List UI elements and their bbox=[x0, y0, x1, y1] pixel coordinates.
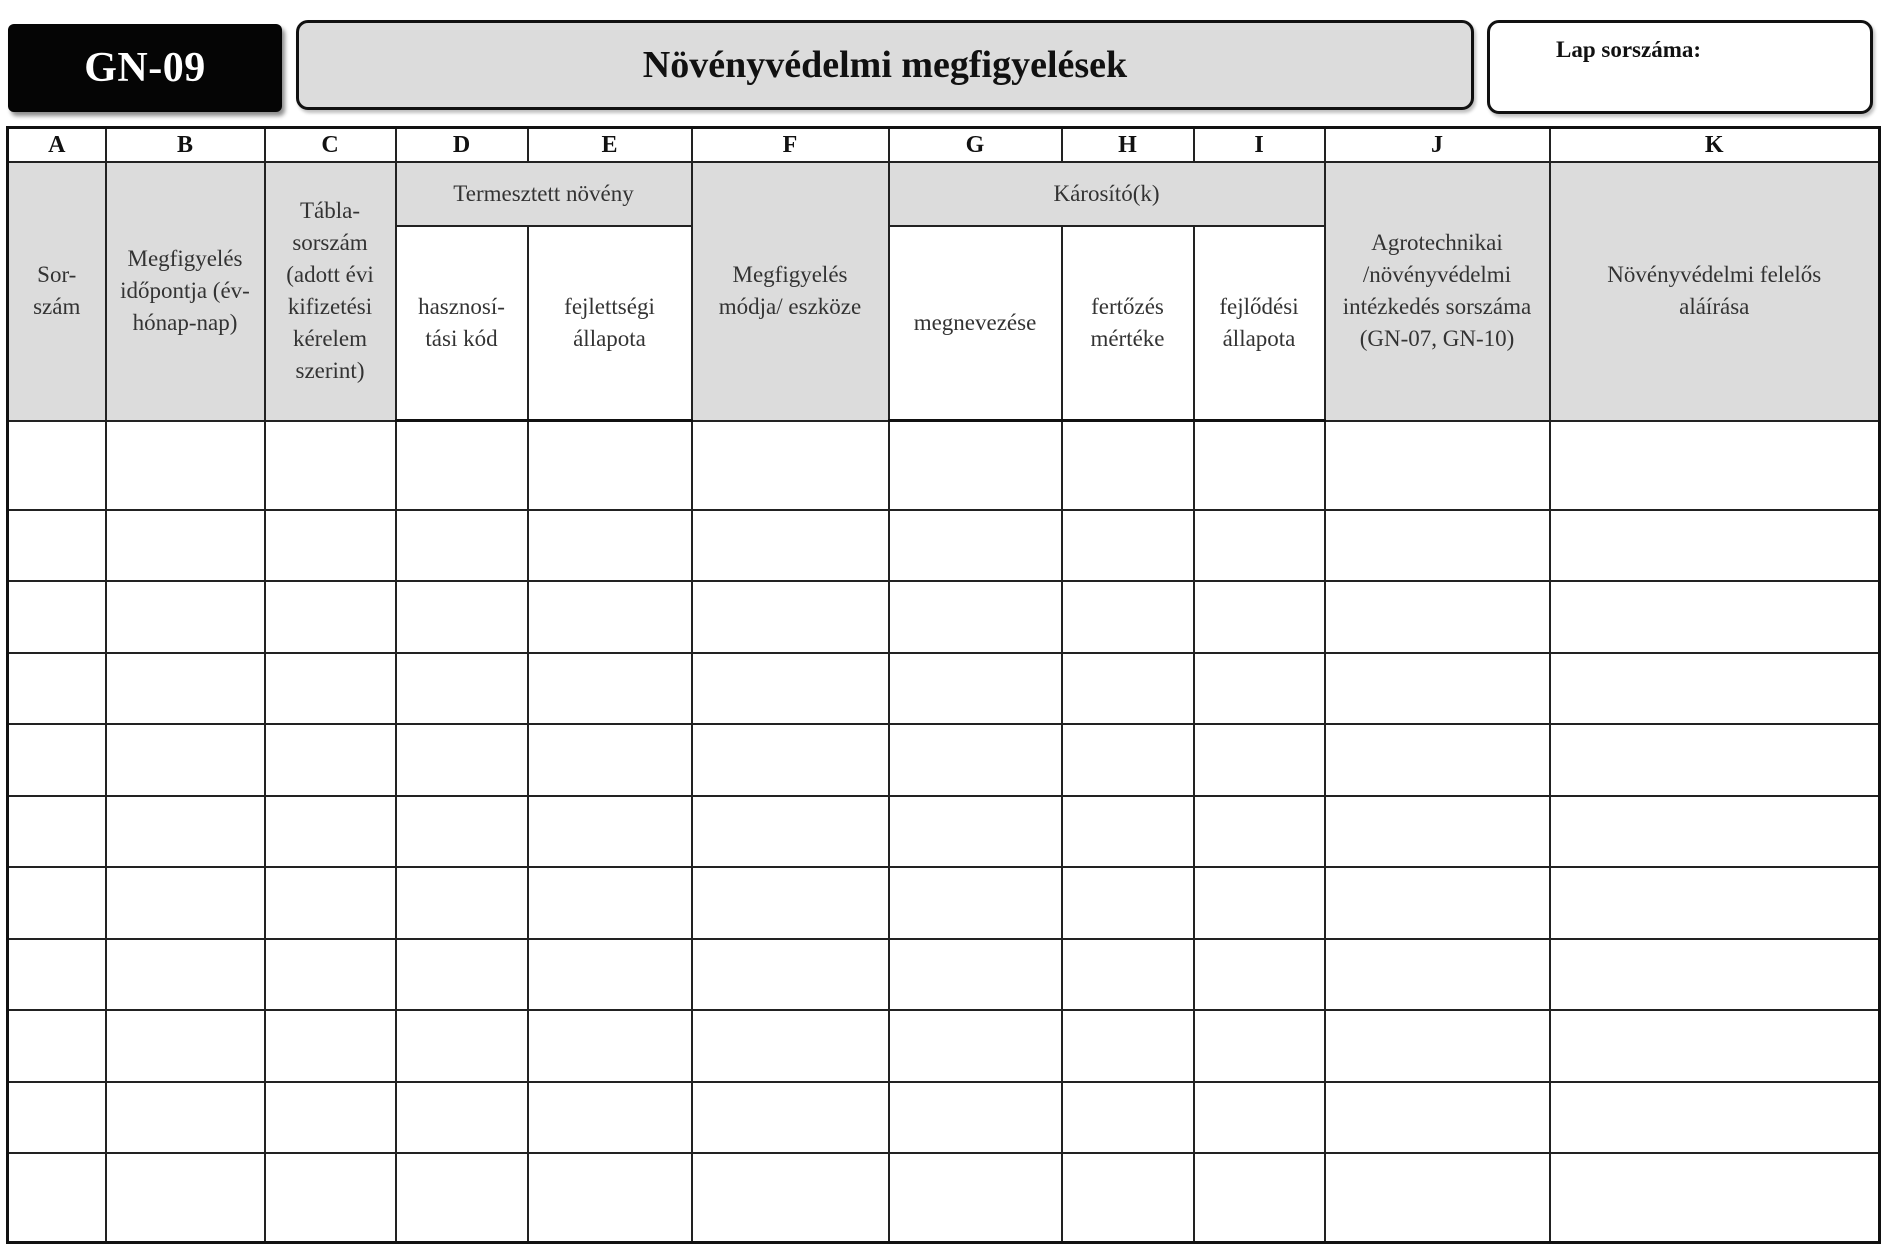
entry-cell-h[interactable] bbox=[1062, 653, 1194, 724]
header-ghi-text: Károsító(k) bbox=[1053, 181, 1160, 206]
entry-cell-a[interactable] bbox=[8, 581, 106, 652]
col-letter-c: C bbox=[265, 128, 396, 163]
entry-cell-h[interactable] bbox=[1062, 939, 1194, 1010]
entry-cell-e[interactable] bbox=[528, 1153, 692, 1242]
header-j-text: Agrotechnikai /növényvédelmi intézkedés sorszáma (GN-07, GN-10) bbox=[1342, 230, 1532, 352]
col-letter-b: B bbox=[106, 128, 265, 163]
header-i-text: fejlődési állapota bbox=[1219, 294, 1299, 351]
entry-cell-f[interactable] bbox=[692, 581, 889, 652]
header-group-row bbox=[8, 162, 1880, 226]
header-serial-number bbox=[8, 162, 106, 421]
header-responsible-signature bbox=[1550, 162, 1880, 421]
entry-cell-j[interactable] bbox=[1325, 867, 1550, 938]
table-row bbox=[8, 939, 1880, 1010]
header-h-text: fertőzés mértéke bbox=[1090, 294, 1165, 351]
entry-cell-f[interactable] bbox=[692, 510, 889, 581]
entry-cell-j[interactable] bbox=[1325, 421, 1550, 510]
header-observation-method bbox=[692, 162, 889, 421]
header-d-text: hasznosí- tási kód bbox=[418, 294, 505, 351]
entry-cell-f[interactable] bbox=[692, 1082, 889, 1153]
entry-cell-e[interactable] bbox=[528, 867, 692, 938]
col-letter-i: I bbox=[1194, 128, 1325, 163]
entry-cell-c[interactable] bbox=[265, 796, 396, 867]
entry-cell-h[interactable] bbox=[1062, 1010, 1194, 1081]
entry-cell-d[interactable] bbox=[396, 724, 528, 795]
form-title: Növényvédelmi megfigyelések bbox=[642, 44, 1128, 86]
entry-cell-h[interactable] bbox=[1062, 581, 1194, 652]
entry-cell-b[interactable] bbox=[106, 724, 265, 795]
entry-cell-g[interactable] bbox=[889, 1082, 1062, 1153]
entry-cell-c[interactable] bbox=[265, 1153, 396, 1242]
entry-cell-h[interactable] bbox=[1062, 867, 1194, 938]
entry-cell-d[interactable] bbox=[396, 421, 528, 510]
entry-cell-a[interactable] bbox=[8, 1010, 106, 1081]
table-row bbox=[8, 581, 1880, 652]
entry-cell-h[interactable] bbox=[1062, 421, 1194, 510]
header-pest-development-state bbox=[1194, 226, 1325, 421]
entry-cell-e[interactable] bbox=[528, 1082, 692, 1153]
entry-cell-g[interactable] bbox=[889, 581, 1062, 652]
entry-cell-d[interactable] bbox=[396, 1153, 528, 1242]
header-field-number bbox=[265, 162, 396, 421]
form-code-badge bbox=[8, 24, 282, 112]
table-row bbox=[8, 1153, 1880, 1242]
entry-cell-c[interactable] bbox=[265, 581, 396, 652]
header-f-text: Megfigyelés módja/ eszköze bbox=[718, 262, 862, 320]
header-observation-date bbox=[106, 162, 265, 421]
entry-cell-d[interactable] bbox=[396, 939, 528, 1010]
col-letter-e: E bbox=[528, 128, 692, 163]
entry-cell-a[interactable] bbox=[8, 939, 106, 1010]
header-de-text: Termesztett növény bbox=[453, 181, 634, 206]
entry-cell-k[interactable] bbox=[1550, 724, 1880, 795]
col-letter-g: G bbox=[889, 128, 1062, 163]
entry-cell-f[interactable] bbox=[692, 1153, 889, 1242]
entry-cell-g[interactable] bbox=[889, 653, 1062, 724]
entry-cell-d[interactable] bbox=[396, 1010, 528, 1081]
entry-cell-b[interactable] bbox=[106, 653, 265, 724]
col-letter-h: H bbox=[1062, 128, 1194, 163]
table-row bbox=[8, 421, 1880, 510]
entry-cell-i[interactable] bbox=[1194, 510, 1325, 581]
entry-cell-a[interactable] bbox=[8, 1082, 106, 1153]
entry-cell-i[interactable] bbox=[1194, 653, 1325, 724]
entry-cell-e[interactable] bbox=[528, 1010, 692, 1081]
entry-cell-e[interactable] bbox=[528, 653, 692, 724]
entry-cell-a[interactable] bbox=[8, 653, 106, 724]
entry-cell-h[interactable] bbox=[1062, 510, 1194, 581]
entry-cell-i[interactable] bbox=[1194, 939, 1325, 1010]
entry-cell-i[interactable] bbox=[1194, 867, 1325, 938]
entry-cell-k[interactable] bbox=[1550, 581, 1880, 652]
header-k-text: Növényvédelmi felelős aláírása bbox=[1607, 262, 1822, 320]
entry-cell-d[interactable] bbox=[396, 653, 528, 724]
entry-cell-j[interactable] bbox=[1325, 653, 1550, 724]
entry-cell-j[interactable] bbox=[1325, 1153, 1550, 1242]
entry-cell-b[interactable] bbox=[106, 1010, 265, 1081]
entry-cell-b[interactable] bbox=[106, 1153, 265, 1242]
entry-cell-h[interactable] bbox=[1062, 796, 1194, 867]
entry-cell-k[interactable] bbox=[1550, 796, 1880, 867]
entry-cell-k[interactable] bbox=[1550, 867, 1880, 938]
page-number-label: Lap sorszáma: bbox=[1556, 37, 1702, 62]
entry-cell-k[interactable] bbox=[1550, 421, 1880, 510]
entry-cell-k[interactable] bbox=[1550, 1010, 1880, 1081]
header-c-text: Tábla- sorszám (adott évi kifizetési kérelem szerint) bbox=[286, 198, 374, 384]
entry-cell-c[interactable] bbox=[265, 939, 396, 1010]
entry-cell-a[interactable] bbox=[8, 510, 106, 581]
entry-cell-f[interactable] bbox=[692, 939, 889, 1010]
entry-cell-j[interactable] bbox=[1325, 939, 1550, 1010]
entry-cell-k[interactable] bbox=[1550, 1153, 1880, 1242]
entry-cell-a[interactable] bbox=[8, 421, 106, 510]
header-a-text: Sor- szám bbox=[33, 262, 81, 320]
table-row bbox=[8, 867, 1880, 938]
entry-cell-e[interactable] bbox=[528, 939, 692, 1010]
entry-cell-b[interactable] bbox=[106, 581, 265, 652]
entry-cell-j[interactable] bbox=[1325, 581, 1550, 652]
entry-cell-i[interactable] bbox=[1194, 724, 1325, 795]
header-b-text: Megfigyelés időpontja (év- hónap-nap) bbox=[120, 246, 250, 336]
entry-cell-h[interactable] bbox=[1062, 1153, 1194, 1242]
page-number-box[interactable] bbox=[1487, 20, 1873, 114]
entry-cell-d[interactable] bbox=[396, 510, 528, 581]
entry-cell-c[interactable] bbox=[265, 653, 396, 724]
header-agrotechnical-measure bbox=[1325, 162, 1550, 421]
table-body bbox=[8, 421, 1880, 1243]
entry-cell-b[interactable] bbox=[106, 796, 265, 867]
table-row bbox=[8, 1082, 1880, 1153]
entry-cell-b[interactable] bbox=[106, 1082, 265, 1153]
entry-cell-d[interactable] bbox=[396, 581, 528, 652]
header-e-text: fejlettségi állapota bbox=[564, 294, 655, 351]
entry-cell-j[interactable] bbox=[1325, 510, 1550, 581]
entry-cell-i[interactable] bbox=[1194, 1010, 1325, 1081]
entry-cell-g[interactable] bbox=[889, 510, 1062, 581]
entry-cell-c[interactable] bbox=[265, 724, 396, 795]
entry-cell-a[interactable] bbox=[8, 867, 106, 938]
entry-cell-g[interactable] bbox=[889, 421, 1062, 510]
entry-cell-g[interactable] bbox=[889, 939, 1062, 1010]
entry-cell-j[interactable] bbox=[1325, 796, 1550, 867]
entry-cell-d[interactable] bbox=[396, 1082, 528, 1153]
entry-cell-i[interactable] bbox=[1194, 796, 1325, 867]
entry-cell-c[interactable] bbox=[265, 1010, 396, 1081]
table-row bbox=[8, 796, 1880, 867]
entry-cell-e[interactable] bbox=[528, 510, 692, 581]
entry-cell-e[interactable] bbox=[528, 724, 692, 795]
entry-cell-j[interactable] bbox=[1325, 1082, 1550, 1153]
entry-cell-f[interactable] bbox=[692, 796, 889, 867]
entry-cell-f[interactable] bbox=[692, 724, 889, 795]
col-letter-j: J bbox=[1325, 128, 1550, 163]
entry-cell-g[interactable] bbox=[889, 1010, 1062, 1081]
header-infection-level bbox=[1062, 226, 1194, 421]
entry-cell-d[interactable] bbox=[396, 867, 528, 938]
entry-cell-a[interactable] bbox=[8, 796, 106, 867]
entry-cell-k[interactable] bbox=[1550, 653, 1880, 724]
table-row bbox=[8, 510, 1880, 581]
entry-cell-g[interactable] bbox=[889, 724, 1062, 795]
entry-cell-h[interactable] bbox=[1062, 1082, 1194, 1153]
entry-cell-i[interactable] bbox=[1194, 1082, 1325, 1153]
entry-cell-j[interactable] bbox=[1325, 724, 1550, 795]
observation-table bbox=[6, 126, 1881, 1244]
table-row bbox=[8, 653, 1880, 724]
entry-cell-g[interactable] bbox=[889, 867, 1062, 938]
entry-cell-a[interactable] bbox=[8, 1153, 106, 1242]
entry-cell-a[interactable] bbox=[8, 724, 106, 795]
header-group-pests bbox=[889, 162, 1325, 226]
col-letter-a: A bbox=[8, 128, 106, 163]
entry-cell-k[interactable] bbox=[1550, 939, 1880, 1010]
header-usage-code bbox=[396, 226, 528, 421]
entry-cell-c[interactable] bbox=[265, 510, 396, 581]
header-pest-name bbox=[889, 226, 1062, 421]
entry-cell-c[interactable] bbox=[265, 421, 396, 510]
header-g-text: megnevezése bbox=[913, 310, 1037, 335]
form-title-box bbox=[296, 20, 1474, 110]
entry-cell-b[interactable] bbox=[106, 939, 265, 1010]
entry-cell-d[interactable] bbox=[396, 796, 528, 867]
entry-cell-g[interactable] bbox=[889, 1153, 1062, 1242]
table-row bbox=[8, 724, 1880, 795]
entry-cell-i[interactable] bbox=[1194, 1153, 1325, 1242]
entry-cell-i[interactable] bbox=[1194, 581, 1325, 652]
entry-cell-g[interactable] bbox=[889, 796, 1062, 867]
entry-cell-k[interactable] bbox=[1550, 1082, 1880, 1153]
entry-cell-b[interactable] bbox=[106, 421, 265, 510]
entry-cell-j[interactable] bbox=[1325, 1010, 1550, 1081]
entry-cell-e[interactable] bbox=[528, 581, 692, 652]
entry-cell-f[interactable] bbox=[692, 421, 889, 510]
entry-cell-c[interactable] bbox=[265, 1082, 396, 1153]
col-letter-d: D bbox=[396, 128, 528, 163]
header-group-cultivated-plant bbox=[396, 162, 692, 226]
entry-cell-f[interactable] bbox=[692, 1010, 889, 1081]
entry-cell-c[interactable] bbox=[265, 867, 396, 938]
entry-cell-f[interactable] bbox=[692, 653, 889, 724]
entry-cell-b[interactable] bbox=[106, 867, 265, 938]
header-development-state bbox=[528, 226, 692, 421]
entry-cell-b[interactable] bbox=[106, 510, 265, 581]
col-letter-f: F bbox=[692, 128, 889, 163]
entry-cell-e[interactable] bbox=[528, 796, 692, 867]
col-letter-k: K bbox=[1550, 128, 1880, 163]
column-letter-row bbox=[8, 128, 1880, 163]
form-code: GN-09 bbox=[84, 45, 206, 91]
table-row bbox=[8, 1010, 1880, 1081]
entry-cell-i[interactable] bbox=[1194, 421, 1325, 510]
entry-cell-k[interactable] bbox=[1550, 510, 1880, 581]
entry-cell-f[interactable] bbox=[692, 867, 889, 938]
entry-cell-h[interactable] bbox=[1062, 724, 1194, 795]
entry-cell-e[interactable] bbox=[528, 421, 692, 510]
